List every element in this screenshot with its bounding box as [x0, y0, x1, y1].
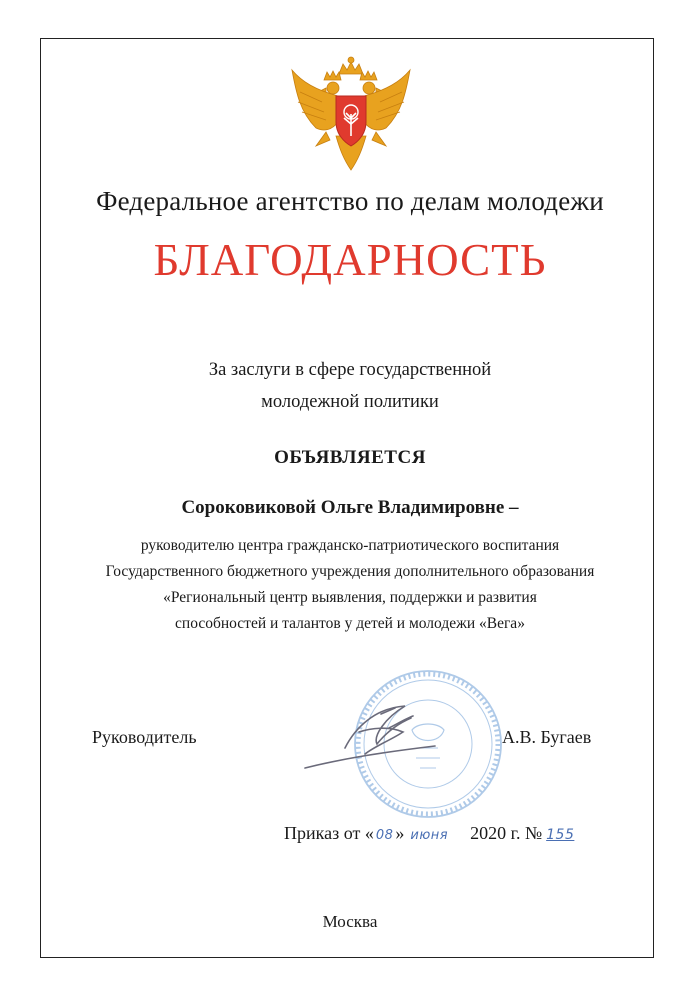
recipient-position — [0, 533, 700, 637]
position-line: «Региональный центр выявления, поддержки и развития — [163, 589, 537, 606]
order-year: 2020 г. № — [470, 823, 543, 843]
position-line: способностей и талантов у детей и молодежи «Вега» — [175, 615, 525, 632]
position-line: Государственного бюджетного учреждения дополнительного образования — [105, 563, 595, 580]
merit-line: молодежной политики — [261, 392, 439, 412]
announcement: ОБЪЯВЛЯЕТСЯ — [274, 447, 426, 468]
order-prefix: Приказ от « — [284, 823, 374, 843]
recipient-name: Сороковиковой Ольге Владимировне – — [181, 497, 519, 518]
order-day: 08 — [375, 828, 394, 843]
order-number: 155 — [546, 827, 575, 843]
handwritten-signature-icon — [285, 688, 455, 778]
position-line: руководителю центра гражданско-патриотического воспитания — [140, 537, 560, 554]
city: Москва — [322, 912, 378, 931]
merit-text — [0, 354, 700, 418]
order-reference — [284, 823, 574, 844]
agency-name: Федеральное агентство по делам молодежи — [96, 186, 604, 216]
order-month: июня — [410, 828, 449, 843]
document-title: БЛАГОДАРНОСТЬ — [153, 235, 547, 285]
merit-line: За заслуги в сфере государственной — [208, 360, 492, 380]
signatory-role: Руководитель — [92, 727, 197, 747]
eagle-emblem-icon — [286, 52, 416, 177]
signatory-name: А.В. Бугаев — [502, 727, 592, 747]
order-quote: » — [395, 823, 405, 843]
